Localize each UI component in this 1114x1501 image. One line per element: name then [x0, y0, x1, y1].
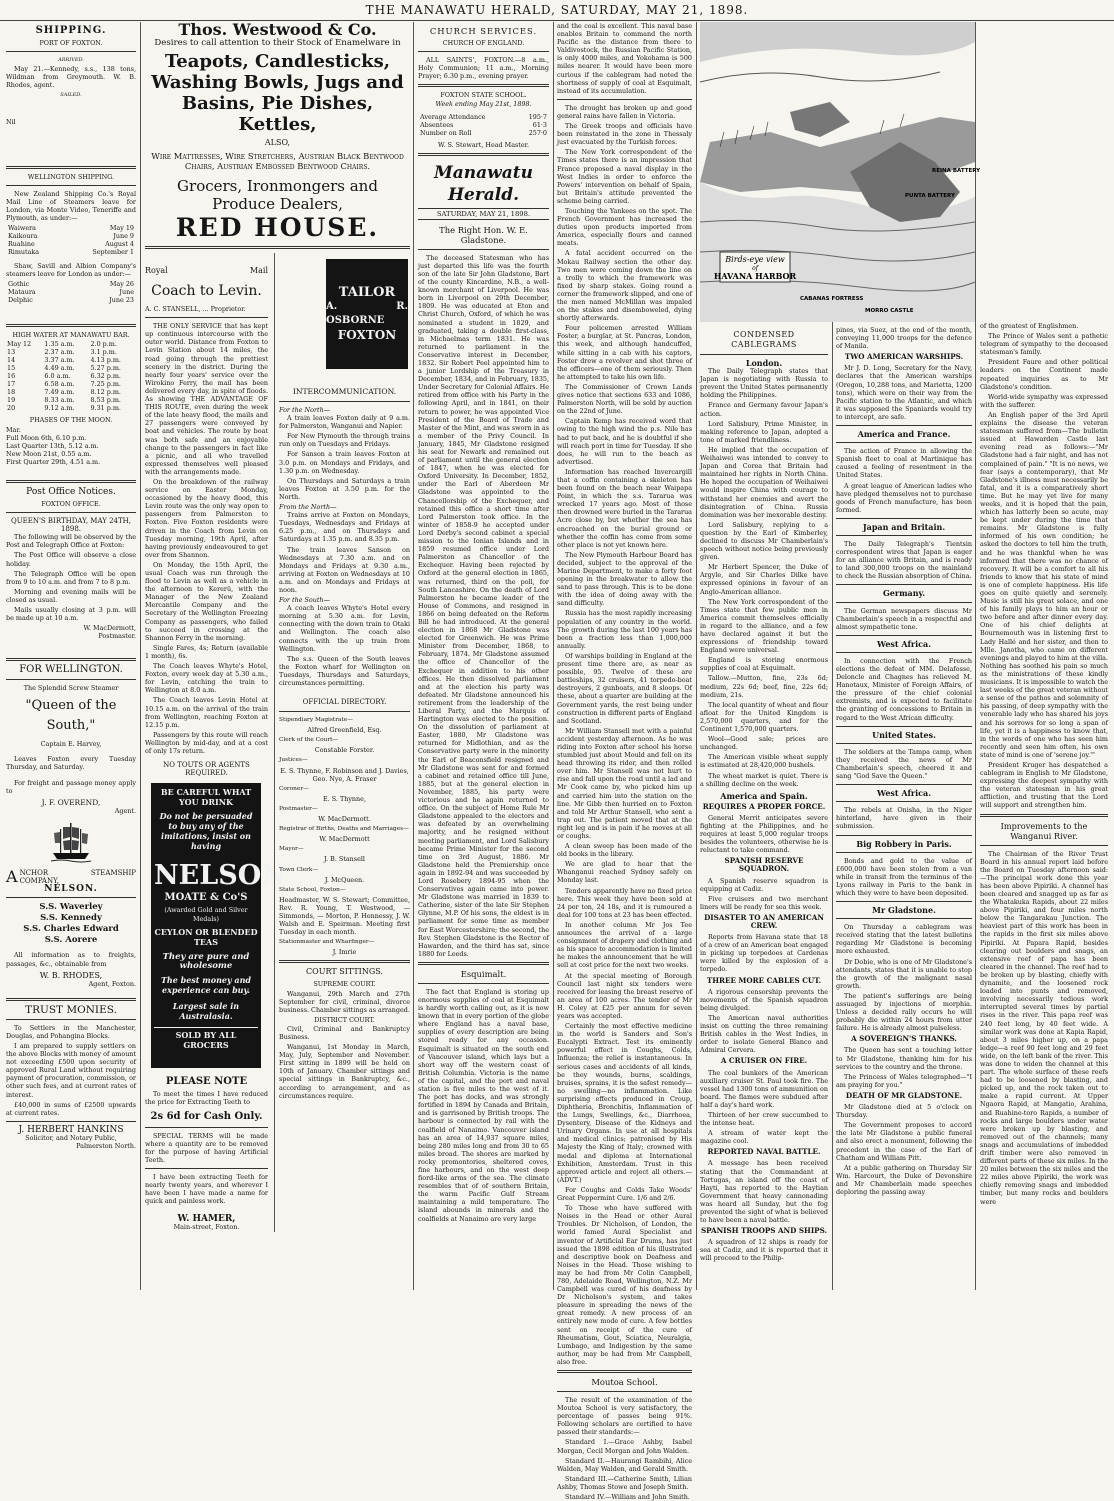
news-item: The New York correspondent of the Times states there is an impression that France proposed a naval display in the West Indies in order to enforce the Powers' intervention on behalf of Spain, but Britain's attitude prevented the scheme being carried. [557, 148, 692, 205]
cruiser-title: A CRUISER ON FIRE. [720, 1056, 808, 1066]
church-text: ALL SAINTS', FOXTON.—8 a.m., Holy Communion; 11 a.m., Morning Prayer; 6.30 p.m., evening prayer. [418, 56, 549, 81]
sailed-label: SAILED. [60, 92, 82, 99]
cable: A Spanish reserve squadron is equipping at Cadiz. [700, 876, 828, 893]
westwood-wire: Wire Mattresses, Wire Stretchers, Austrian Black Bentwood Chairs, Austrian Embossed Bentwood Chairs. [151, 151, 404, 171]
for-south: For the South— [279, 596, 330, 605]
cable: France and Germany favour Japan's action. [700, 401, 828, 418]
sailed-text: Nil [6, 117, 16, 126]
for-north: For the North— [279, 406, 331, 414]
west-africa-title: West Africa. [876, 638, 931, 649]
price: 2s 6d for Cash Only. [150, 1110, 263, 1122]
court-title: COURT SITTINGS. [306, 967, 383, 977]
news-item: The Greek troops and officials have been reinstated in the zone in Thessaly just evacuated by the Turkish forces. [557, 122, 692, 147]
news-item: Certainly the most effective medicine in the world is Sanders and Son's Eucalypti Extract. Test its eminently powerful effect in Coughs, Colds, Influenza; the relief is instantaneous. In serious cases and accidents of all kinds, be they wounds, burns, scaldings, bruises, sprains, it is the safest remedy—no swelling—no inflammation. Like surprising effects produced in Croup, Diphtheria, Bronchitis, Inflammation of the Lungs, Swellings, &c., Diarrhoea, Dysentery, Disease of the Kidneys and Urinary Organs. In use at all hospitals and medical clinics; patronised by His Majesty the King of Italy; crowned with medal and diploma at International Exhibition, Amsterdam. Trust in this approved article and reject all others.—(ADVT.) [557, 1022, 692, 1184]
moutoa-text: The result of the examination of the Moutoa School is very satisfactory, the percentage of passes being 91%. Following scholars are certified to have passed their standards:— [557, 1396, 692, 1437]
coach-title: Coach to Levin. [151, 283, 262, 300]
district-court: DISTRICT COURT. [314, 1015, 375, 1024]
gladstone-text: The deceased Statesman who has just departed this life was the fourth son of the late Sir John Gladstone, Bart of the county Kincardine, N.B., a well-known merchant of Liverpool. He was born in Liverpool on 29th December, 1809. He was educated at Eton and Christ Church, Oxford, of which he was nominated a student in 1829, and graduated, taking a double first-class, in Michaelmas term 1831. He was returned to parliament in the Conservative interest in December, 1832. Sir Robert Peel appointed him to a junior Lordship of the Treasury in December, 1834, and in February, 1835, Under Secretary for Colonial Affairs. He retired from office with his Party in the following April, and in 1841, on their return to power, he was appointed Vice President of the Board of Trade and Master of the Mint, and was sworn in as a member of the Privy Council. In January, 1845, Mr Gladstone resigned his seat for Newark and remained out of parliament until the general election of 1847, when he was elected for Oxford University. In December, 1852, under the Earl of Aberdeen Mr Gladstone was appointed to the Chancellorship of the Exchequer, and retained this office a short time after Lord Palmerston took office. In the winter of 1858-9 he accepted under Lord Derby's second cabinet a special mission to the Ionian Islands and in 1859 resumed office under Lord Palmerston as Chancellor of the Exchequer. Having been rejected by Oxford at the general election in 1865, was returned, third on the poll, for South Lancashire. On the death of Lord Palmerston he became leader of the House of Commons, and resigned in 1866 on being defeated on the Reform Bill he had introduced. At the general election in 1868 Mr Gladstone was elected for Greenwich. He was Prime Minister from December, 1868, to February, 1874. Mr Gladstone assumed the office of Chancellor of the Exchequer in addition to his other offices. He then dissolved parliament and at the election his party was defeated. Mr Gladstone announced his retirement from the leadership of the Liberal Party, and the Marquis of Hartington was elected to the position. On the dissolution of parliament at Easter, 1880, Mr Gladstone was returned for Midlothian, and as the Conservative party were in the minority the Earl of Beaconsfield resigned and Mr Gladstone was sent for and formed a cabinet and retained office till June, 1885, but at the general election in November, 1885, his party were victorious and he again returned to office. On the subject of Home Rule Mr Gladstone appealed to the electors and was defeated by an overwhelming majority, and he resigned without meeting parliament, and Lord Salisbury became Prime Minister for the second time on 3rd August, 1886. Mr Gladstone held the Premiership once again in 1892-94 and was succeeded by Lord Rosebery 1894-95 when the Conservatives again came into power. Mr Gladstone was married in 1839 to Catherine, sister of the late Sir Stephen Glynne, M.P. Of his sons, the eldest is in parliament for some time as member for East Worcestershire; the second, the Rev. Stephen Gladstone is the Rector of Hawarden, and the third has sat, since 1880 for Leeds. [418, 253, 549, 958]
moutoa-title: Moutoa School. [591, 1377, 658, 1387]
moon-line: Mar. [6, 425, 21, 434]
cable: On Thursday a cablegram was received stating that the latest bulletins regarding Mr Gladstone is becoming more exhausted. [836, 923, 972, 956]
red-house: RED HOUSE. [175, 213, 380, 242]
please-note: PLEASE NOTE [165, 1076, 248, 1088]
column-4 [557, 22, 692, 1501]
cable: Dr Dobie, who is one of Mr Gladstone's attendants, states that it is unable to stop the growth of the malignant nasal growth. [836, 957, 972, 990]
westwood-desires: Desires to call attention to their Stock of Enamelware in [154, 38, 401, 48]
queens-birthday: QUEEN'S BIRTHDAY, MAY 24TH, 1898. [10, 517, 131, 534]
map-title: HAVANA HARBOR [713, 271, 797, 281]
map-title: of [752, 265, 758, 272]
hankins: J. HERBERT HANKINS [18, 1124, 124, 1135]
news-item: Tenders apparently have no fixed price here. This week they have been sold at 24 per ton, 24 18s, and it is rumoured a deal for 100 tons at 23 has been effected. [557, 886, 692, 919]
map-title: Birds-eye view [725, 255, 785, 264]
note-text: To meet the times I have reduced the price for Extracting Teeth to [145, 1090, 268, 1107]
po-text: The following will be observed by the Post and Telegraph Office at Foxton: [6, 533, 136, 550]
cable: Mr J. D. Long, Secretary for the Navy, declares that the American warships (Oregon, 10,288 tons, and Marietta, 1200 tons), which were on their way from the Pacific station to the Atlantic, and which it was supposed the Spaniards would try to intercept, are safe. [836, 364, 972, 421]
map-label: CABANAS FORTRESS [800, 296, 864, 302]
school-title: FOXTON STATE SCHOOL. [440, 91, 527, 100]
cable: The German newspapers discuss Mr Chamberlain's speech in a respectful and almost sympathetic tone. [836, 606, 972, 631]
hamer: W. HAMER, [177, 1214, 236, 1225]
cable: Mr Gladstone died at 5 o'clock on Thursday. [836, 1103, 972, 1120]
improvements-title: Improvements to the Wanganui River. [1000, 820, 1088, 841]
ic-text: A coach leaves Whyte's Hotel every morning at 5.30 a.m. for Levin, connecting with the down train to Otaki and Wellington. The coach also connects with the up train from Wellington. [279, 604, 410, 653]
havana-harbor-map [700, 22, 981, 322]
cable: Tallow.—Mutton, fine, 23s 6d; medium, 22s 6d; beef, fine, 22s 6d; medium, 21s. [700, 674, 828, 699]
rhodes: W. B. RHODES, [39, 970, 103, 980]
cable: pines, via Suez, at the end of the month, conveying 11,000 troops for the defence of Manila. [836, 326, 972, 351]
ship-name: S.S. Kennedy [40, 913, 102, 924]
cable: The Daily Telegraph states that Japan is negotiating with Russia to prevent the United States permanently holding the Philippines. [700, 367, 828, 400]
po-text: Morning and evening mails will be closed as usual. [6, 587, 136, 604]
nelson-tea-ad: BE CAREFUL WHAT YOU DRINK Do not be persuaded to buy any of the imitations, insist on having NELSON MOATE & Co'S (Awarded Gold and Silver Medals) CEYLON OR BLENDED TEAS They are pure and wholesome The best money and experience can buy. Largest sale in Australasia. SOLD BY ALL GROCERS [151, 783, 261, 1068]
moon-title: PHASES OF THE MOON. [29, 416, 113, 425]
nzs-text: New Zealand Shipping Co.'s Royal Mail Line of Steamers leave for London, via Monte Video, Teneriffe and Plymouth, as under:— [6, 189, 136, 223]
postmaster-sign: Postmaster. [98, 632, 136, 641]
cable: In connection with the French elections the defeat of MM. Delafosse, Deloncle and Chagnes has relieved M. Hanotaux, Minister of Foreign Affairs, of the pressure of the chief colonial extremists, and is expected to facilitate the granting of concessions to Britain in regard to the West African difficulty. [836, 656, 972, 722]
news-item: Four policemen arrested William Foster, a burglar, at St. Pancras, London, this week, and although handcuffed, while sitting in a cab with his captors, Foster drew a revolver and shot three of the officers—one of them seriously. Then he attempted to take his own life. [557, 324, 692, 381]
ic-text: On Thursdays and Saturdays a train leaves Foxton at 3.50 p.m. for the North. [279, 476, 410, 501]
news-item: The drought has broken up and good general rains have fallen in Victoria. [557, 103, 692, 120]
tide-title: HIGH WATER AT MANAWATU BAR. [12, 331, 130, 340]
trust-text: To Settlers in the Manchester, Douglas, and Pohangina Blocks. [6, 1023, 136, 1040]
supreme-text: Wanganui, 29th March and 27th September for civil, criminal, divorce business. Chamber sittings as arranged. [279, 989, 410, 1014]
supreme-court: SUPREME COURT. [313, 980, 376, 989]
nzs-table: Waiwera May 19 Kaikoura June 9 Ruahine August 4 Rimutaka September 1 [8, 224, 134, 257]
church-sub: CHURCH OF ENGLAND. [442, 39, 525, 47]
anchor-nelson: NELSON. [44, 884, 98, 895]
cable: The local quantity of wheat and flour afloat for the United Kingdom is 2,570,000 quarters, and for the Continent 1,570,000 quarters. [700, 700, 828, 734]
requires-title: REQUIRES A PROPER FORCE. [702, 801, 826, 811]
coach-text: On Monday, the 15th April, the usual Coach was run through the flood to Levin as well as a vehicle in the afternoon to Kererü, with the Manager of the New Zealand Mercantile Company and the Secretary of the Wellington Freezing Company as passengers, who failed to succeed in crossing at the Shannon Ferry in the morning. [145, 560, 268, 642]
cable: President Kruger has despatched a cablegram in English to Mr Gladstone, expressing the deepest sympathy with the veteran statesman in his great affliction, and trusting that the Lord will support and strengthen him. [980, 760, 1108, 810]
intercom-title: INTERCOMMUNICATION. [292, 387, 397, 396]
ship-icon [51, 819, 91, 865]
ic-text: Trains arrive at Foxton on Mondays, Tuesdays, Wednesdays and Fridays at 6.25 p.m., and on Thursdays and Saturdays at 1.35 p.m. and 8.35 p.m. [279, 511, 410, 544]
news-item: In another column Mr Jos Tee announces the arrival of a large consignment of drapery and clothing and as his space to accommodation is limited he makes the announcement that he will sell at cost price for the next two weeks. [557, 920, 692, 970]
page-header: THE MANAWATU HERALD, SATURDAY, MAY 21, 1898. [0, 0, 1114, 21]
gladstone-title: The Right Hon. W. E. Gladstone. [439, 224, 528, 245]
cable: World-wide sympathy was expressed with the sufferer. [980, 392, 1108, 409]
tide-table: May 12 1.35 a.m. 2.0 p.m. 13 2.37 a.m. 3.1 p.m. 14 3.37 a.m. 4.13 p.m. 15 4.49 a.m. 5.27 p.m. 16 6.0 a.m. 6.32 p.m. 17 6.58 a.m. 7.25 p.m. 18 7.49 a.m. 8.12 p.m. 19 8.33 a.m. 8.53 p.m. 20 9.12 a.m. 9.31 p.m. [7, 340, 121, 413]
cable: The American visible wheat supply is estimated at 28,420,000 bushels. [700, 753, 828, 770]
moutoa-standard: Standard III.—Catherine Smith, Lilian Ashby, Thomas Stowe and Joseph Smith. [557, 1474, 692, 1491]
westwood-teapots: Teapots, Candlesticks, Washing Bowls, Jugs and Basins, Pie Dishes, Kettles, [151, 51, 404, 135]
westwood-title: Thos. Westwood & Co. [178, 20, 377, 39]
district-text: Civil, Criminal and Bankruptcy Business. [279, 1024, 410, 1041]
sovereign-title: A SOVEREIGN'S THANKS. [851, 1034, 957, 1044]
queen-of-the-south: "Queen of the South," [25, 698, 117, 734]
news-item: Russia has the most rapidly increasing population of any country in the world. The growth during the last 100 years has been a fraction less than 1,000,000 annually. [557, 609, 692, 650]
ship-name: S.S. Charles Edward [23, 924, 119, 935]
school-sign: W. S. Stewart, Head Master. [437, 140, 530, 149]
westwood-ad [145, 22, 410, 242]
coach-text: Passengers by this route will reach Wellington by mid-day, and at a cost of only 17s return. [145, 730, 268, 755]
trust-text: £40,000 in sums of £2500 upwards at current rates. [6, 1100, 136, 1117]
masthead: Manawatu Herald. [433, 162, 534, 205]
cable: Reports from Havana state that 18 of a crew of an American boat engaged in picking up torpedoes at Cardenas were killed by the explosion of a torpedo. [700, 933, 828, 974]
royal-mail: Royal Mail [145, 266, 268, 275]
japan-britain-title: Japan and Britain. [862, 521, 946, 532]
spanish-troops-title: SPANISH TROOPS AND SHIPS. [700, 1226, 828, 1236]
spanish-reserve-title: SPANISH RESERVE SQUADRON. [724, 856, 804, 874]
cable: The wheat market is quiet. There is a shilling decline on the week. [700, 771, 828, 788]
shaw-table: Gothic May 26 Mataura June Delphic June 23 [8, 280, 134, 305]
cable: A message has been received stating that the Commandant at Tortugas, an island off the coast of Hayti, has reported to the Haytian Government that heavy cannonading was heard all Sunday, but the fog prevented the sight of what is believed to have been a naval battle. [700, 1159, 828, 1225]
news-item: Mr William Stansell met with a painful accident yesterday afternoon. As he was riding into Foxton after school his horse stumbled just about Mould and fell on its head throwing its rider, and then rolled over him. Mr Stansell was not hurt to rise and fall upon the road until a lad and Mr Cook came by, who picked him up and carried him into the station on the line. Mr Gibb then hurried on to Foxton and told Mr Arthur Stansell, who sent a trap out. The patient moved that at the right leg and is in pain if he moves at all or coughs. [557, 726, 692, 840]
cable: Five cruisers and two merchant liners will be ready for sea this week. [700, 894, 828, 911]
america-spain-title: America and Spain. [720, 790, 808, 801]
westwood-also: ALSO, [264, 138, 291, 147]
cable: The coal bunkers of the American auxiliary cruiser St. Paul took fire. The vessel had 1300 tons of ammunition on board. The flames were subdued after half a day's hard work. [700, 1068, 828, 1109]
ic-text: A train leaves Foxton daily at 9 a.m. for Palmerston, Wanganui and Napier. [279, 414, 410, 431]
captain: Captain E. Harvey, [40, 740, 102, 749]
condensed-title: CONDENSED CABLEGRAMS [731, 330, 797, 349]
overend: J. F. OVEREND, [41, 797, 101, 807]
news-item: Information has reached Invercargill that a coffin containing a skeleton has been found on the beach near Waipapa Point, in which the s.s. Tararua was wrecked 17 years ago. Most of those then drowned were buried in the Tararua Acre close by, but whether the sea has encroached on the burial ground or whether the coffin has come from some other place is not yet known here. [557, 467, 692, 549]
cable: President Faure and other political leaders on the Continent made repeated inquiries as to Mr Gladstone's condition. [980, 358, 1108, 391]
cable: The patient's sufferings are being assuaged by injections of morphia. Unless a decided rally occurs he will probably die within 24 hours from utter failure. He is already almost pulseless. [836, 991, 972, 1033]
column-2 [145, 22, 410, 1290]
po-text: The Post Office will observe a close holiday. [6, 551, 136, 568]
news-item: Touching the Yankees on the spot. The French Government has increased the duties upon products imported from America, especially flours and canned meats. [557, 206, 692, 248]
shaw-text: Shaw, Savill and Albion Company's steamers leave for London as under:— [6, 262, 136, 279]
post-office-title: Post Office Notices. [26, 486, 116, 497]
cable: A great league of American ladies who have pledged themselves not to purchase goods of French manufacture, has been formed. [836, 481, 972, 514]
cable: England is storing enormous supplies of coal at Esquimalt. [700, 656, 828, 673]
news-item: The New Plymouth Harbour Board has decided, subject to the approval of the Marine Department, to make a forty foot opening in the breakwater to allow the sand to pass through. This is to be done with the idea of doing away with the sand difficulty. [557, 550, 692, 608]
arrived-text: May 21.—Kennedy, s.s., 138 tons, Wildman from Greymouth. W. B. Rhodes, agent. [6, 65, 136, 90]
cable: The Daily Telegraph's Tientsin correspondent wires that Japan is eager for an alliance with Britain, and is ready to land 300,000 troops on the mainland to check the Russian absorption of China. [836, 539, 972, 581]
cable: The Queen has sent a touching letter to Mr Gladstone, thanking him for his services to the country and the throne. [836, 1046, 972, 1071]
moutoa-standard: Standard I.—Grace Ashby, Isabel Morgan, Cecil Morgan and John Walden. [557, 1438, 692, 1455]
column-1 [6, 22, 136, 1290]
extract-text: I have been extracting Teeth for nearly twenty years, and wherever I have been I have made a name for quick and painless work. [145, 1173, 268, 1206]
cable: A squadron of 12 ships is ready for sea at Cadiz, and it is reported that it will proceed to the Philip- [700, 1238, 828, 1263]
gladstone-cable-title: Mr Gladstone. [872, 905, 936, 916]
stansell: A. C. STANSELL, ... Proprietor. [145, 305, 246, 314]
coach-text: The Coach leaves Levin Hotel at 10.15 a.m. on the arrival of the train from Wellington, reaching Foxton at 12.15 p.m. [145, 696, 268, 729]
leaves-text: Leaves Foxton every Tuesday Thursday, and Saturday. [6, 754, 136, 771]
official-title: OFFICIAL DIRECTORY. [302, 698, 387, 707]
hankins-place: Palmerston North. [76, 1142, 136, 1150]
postmaster-sign: W. MacDermott, [83, 624, 136, 633]
arrived-label: ARRIVED. [58, 57, 84, 64]
hamer-place: Main-street, Foxton. [173, 1223, 240, 1232]
news-item: Captain Kemp has received word that owing to the high wind the p.s. Nile has had to put back, and he is doubtful if she will reach port in time for Tuesday. If she does, he will run to the beach as advertised. [557, 417, 692, 466]
cable: The Prince of Wales sent a pathetic telegram of sympathy to the deceased statesman's family. [980, 332, 1108, 357]
po-text: Mails usually closing at 3 p.m. will be made up at 10 a.m. [6, 606, 136, 623]
esquimalt-title: Esquimalt. [460, 968, 507, 979]
wellington-shipping: WELLINGTON SHIPPING. [27, 172, 115, 181]
from-north: From the North— [279, 503, 337, 512]
official-directory: Stipendiary Magistrate— Alfred Greenfield, Esq. Clerk of the Court— Constable Forster. Justices— E. S. Thynne, F. Robinson and J. Davies, Geo. Nye, A. Fraser Coroner— E. S. Thynne, Postmaster— W. MacDermott. Registrar of Births, Deaths and Marriages— W. MacDermott Mayor— J. B. Stansell Town Clerk— J. McQueen. State School, Foxton— Headmaster, W. S. Stewart; Committee, Rev. R. Young, T. Westwood, — Simmonds, — Morton, P. Hennessy, J. W. Walsh and E. Speirman. Meeting first Tuesday in each month. Stationmaster and Wharfinger— J. Imrie [279, 717, 410, 957]
cable: He implied that the occupation of Weihaiwei was intended to convey to Japan and Corea that Britain had maintained her rights in North China. He hoped the occupation of Weihaiwei would inspire China with courage to withstand her enemies and avert the disintegration of China. Russia domination was her inexorable destiny. [700, 445, 828, 519]
coach-text: The Coach leaves Whyte's Hotel, Foxton, every week day at 5.30 a.m., for Levin, catching the train to Wellington at 8.0 a.m. [145, 662, 268, 695]
moon-line: First Quarter 29th, 4.51 a.m. [6, 457, 101, 466]
ship-name: S.S. Waverley [39, 902, 103, 913]
cable: Mr Herbert Spencer, the Duke of Argyle, and Sir Charles Dilke have expressed opinions in favour of an Anglo-American alliance. [700, 563, 828, 596]
news-item: The Commissioner of Crown Lands gives notice that sections 633 and 1086, Palmerston North, will be sold by auction on the 22nd of June. [557, 382, 692, 416]
map-label: REINA BATTERY [932, 168, 981, 174]
port-title: PORT OF FOXTON. [39, 39, 103, 47]
esquimalt-cont: and the coal is excellent. This naval base enables Britain to command the north Pacific as the distance from there to Valdivostock, the Russian Pacific Station, is only 4000 miles, and Yokohama is 500 miles nearer. It would have been more curious if the cablegram had noted the shortness of supply of coal at Esquimalt, instead of its accumulation. [557, 22, 692, 95]
column-7-text [980, 322, 1108, 1290]
coach-text: THE ONLY SERVICE that has kept up continuous intercourse with the outer world. Distance from Foxton to Levin Station about 14 miles, the road going through the prettiest scenery in the district. During the nearly four years' service over the Wirokino Ferry, the mail has been delivered every day, in spite of floods. As showing THE ADVANTAGE OF THIS ROUTE, even during the week of the late heavy flood, the mails and 27 passengers were conveyed by boat and vehicles. The route by boat was both safe and an enjoyable change to the passengers in fact like a picnic, and all who travelled expressed themselves well pleased with the arrangements made. [145, 322, 268, 476]
anchor-title: NCHOR STEAMSHIP COMPANY, [19, 869, 136, 886]
cable: General Merrit anticipates severe fighting at the Philippines, and he requires at least 5,000 regular troops besides the volunteers, otherwise he is reluctant to take command. [700, 813, 828, 855]
germany-title: Germany. [882, 588, 926, 599]
ic-text: For Sanson a train leaves Foxton at 3.0 p.m. on Mondays and Fridays, and 1.30 p.m. on Wednesday. [279, 450, 410, 475]
moon-line: Last Quarter 13th, 5.12 a.m. [6, 441, 99, 450]
cable: The American naval authorities insist on cutting the three remaining British cables in the West Indies, in order to isolate General Blanco and Admiral Cervera. [700, 1013, 828, 1055]
overend-agent: Agent. [114, 807, 136, 816]
hankins-sub: Solicitor, and Notary Public, [25, 1133, 117, 1142]
ic-text: The s.s. Queen of the South leaves the Foxton wharf for Wellington on Tuesdays, Thursdays and Saturdays, circumstances permitting. [279, 654, 410, 687]
cable: Bonds and gold to the value of £600,000 have been stolen from a van while in transit from the terminus of the Lyons railway in Paris to the bank in which they were to have been deposited. [836, 856, 972, 897]
westwood-grocers: Grocers, Ironmongers and Produce Dealers, [177, 177, 378, 213]
moon-line: New Moon 21st, 0.55 a.m. [6, 449, 92, 458]
ic-text: For New Plymouth the through trains run only on Tuesdays and Fridays. [279, 432, 410, 449]
cable: At a public gathering on Thursday Sir Wm. Harcourt, the Duke of Devonshire and Mr Chamberlain made speeches deploring the passing away [836, 1163, 972, 1196]
district-text: Wanganui, 1st Monday in March, May, July, September and November. First sitting in 1899 will be held on 10th of January. Chamber sittings and special sittings in Bankruptcy, &c., according to arrangement, and as circumstances require. [279, 1043, 410, 1100]
for-wellington: FOR WELLINGTON. [19, 664, 123, 676]
news-item: A clean sweep has been made of the old books in the library. [557, 842, 692, 859]
west-africa-title-2: West Africa. [876, 788, 931, 799]
news-item: A fatal accident occurred on the Mokau Railway section the other day. Two men were coming down the line on a trolly to which the framework was fixed by sharp stakes. Going round a corner the framework slipped, and one of the men named McMillan was impaled on the stakes and disemboweled, dying shortly afterwards. [557, 249, 692, 323]
cable: The soldiers at the Tampa camp, when they received the news of Mr Chamberlain's speech, cheered it and sang "God Save the Queen." [836, 747, 972, 781]
moutoa-standard: Standard II.—Haurangi Rambihi, Alice Walden, May Walden, and Gerald Smith. [557, 1456, 692, 1473]
column-2b [274, 253, 410, 1232]
special-text: SPECIAL TERMS will be made where a quantity are to be removed for the purpose of having Artificial Teeth. [145, 1131, 268, 1164]
column-5 [700, 22, 981, 1290]
cable: The action of France in allowing the Spanish fleet to coal at Martinique has caused a feeling of resentment in the United States. [836, 447, 972, 480]
cable: The Princess of Wales telegraphed—"I am praying for you." [836, 1072, 972, 1089]
news-item: For Coughs and Colds Take Woods' Great Peppermint Cure. 1/6 and 2/6. [557, 1185, 692, 1203]
school-table: Average Attendance 195·7 Absentees 61·3 Number on Roll 257·0 [420, 112, 547, 137]
disaster-title: DISASTER TO AN AMERICAN CREW. [704, 912, 824, 930]
coach-text: Single Fares, 4s; Return (available 1 month), 6s. [145, 643, 268, 660]
anchor-info: All information as to freights, passages, &c., obtainable from [6, 951, 136, 968]
news-item: To Those who have suffered with Noises in the Head or other Aural Troubles. Dr Nicholson, of London, the world famed Aural Specialist and inventor of Artificial Ear Drums, has just issued the 1898 edition of his illustrated and descriptive book on Deafness and Noises in the Head. Those wishing to may be had from Mr Colin Campbell, 780, Adelaide Road, Wellington, N.Z. Mr Campbell was cured of his deafness by Dr Nicholson's system, and takes pleasure in spreading the news of the great remedy. A new process of an entirely new mode of cure. A few bottles sent on receipt of the cure of Rheumatism, Gout, Sciatica, Neuralgia, Lumbago, and Indigestion by the same author, may be had from Mr Campbell, also free. [557, 1204, 692, 1366]
po-text: The Telegraph Office will be open from 9 to 10 a.m. and from 7 to 8 p.m. [6, 569, 136, 586]
freight-text: For freight and passage money apply to [6, 778, 136, 795]
post-office-sub: FOXTON OFFICE. [41, 499, 101, 508]
cable: A rigorous censorship prevents the movements of the Spanish squadron being divulged. [700, 987, 828, 1012]
anchor-company [6, 869, 136, 885]
robbery-title: Big Robbery in Paris. [856, 838, 952, 849]
cable: Lord Salisbury, Prime Minister, in making reference to Japan, adopted a tone of marked friendliness. [700, 419, 828, 444]
news-item: We are glad to hear that the Whanganui reached Sydney safely on Monday last. [557, 860, 692, 885]
cable: The New York correspondent of the Times state that few public men in America commit themselves officially in regard to the alliance, and a few have declared against it but the expressions of friendship toward England were universal. [700, 597, 828, 655]
trust-monies-title: TRUST MONIES. [25, 1003, 117, 1016]
map-label: MORRO CASTLE [865, 308, 914, 314]
esquimalt-text: The fact that England is storing up enormous supplies of coal at Esquimalt is hardly worth calling out, as it is now known that in every portion of the globe where England has a naval base, supplies of every description are being stored ready for any occasion. Esquimalt is situated on the south end of Vancouver island, which lays but a short way off the western coast of British Columbia. Victoria is the name of the capital, and the port and naval station is five miles to the west of it. The port has docks, and was strongly fortified in 1894 by Canada and Britain, and is garrisoned by British troops. The harbour is connected by rail with the coalfield of Nanaimo. Vancouver island has an area of 14,937 square miles, being 280 miles long and from 30 to 65 miles broad. The shores are marked by rocky promontories, sheltered coves, fine harbours, and on the west deep fiord-like arms of the sea. The climate resembles that of of southern Britain, the warm Pacific Gulf Stream maintaining a mild temperature. The island abounds in minerals and the coalfields at Nanaimo are very large [418, 987, 549, 1223]
gladstone-cont: of the greatest of Englishmen. [980, 322, 1079, 330]
cable: Lord Salisbury, replying to a question by the Earl of Kimberley, declined to discuss Mr Chamberlain's speech without notice being previously given. [700, 520, 828, 562]
map-label: PUNTA BATTERY [905, 193, 955, 199]
rhodes-agent: Agent, Foxton. [88, 979, 136, 988]
three-cables-title: THREE MORE CABLES CUT. [706, 975, 822, 985]
school-sub: Week ending May 21st, 1898. [435, 100, 532, 109]
two-warships-title: TWO AMERICAN WARSHIPS. [844, 352, 964, 362]
splendid-steamer: The Splendid Screw Steamer [23, 684, 119, 693]
reported-title: REPORTED NAVAL BATTLE. [707, 1147, 821, 1157]
cable: Thirteen of her crew succumbed to the intense heat. [700, 1110, 828, 1128]
america-france-title: America and France. [857, 429, 951, 440]
london-title: London. [745, 358, 783, 368]
news-item: Of warships building in England at the present time there are, as near as possible, 95. Twelve of these are battleships, 32 cruisers, 41 torpedo-boat destroyers, 2 gunboats, and 8 sloops. Of these, about a quarter are building at the Government yards, the rest being under construction in different parts of England and Scotland. [557, 651, 692, 725]
masthead-date: SATURDAY, MAY 21, 1898. [418, 208, 549, 220]
coach-text: On the breakdown of the railway service on Easter Monday, occasioned by the heavy flood, this Levin route was the only way open to passengers from Palmerston to Foxton. Five Foxton residents were driven in the Coach from Levin on Tuesday morning, 19th April, after having previously endeavoured to get over from Shannon. [145, 477, 268, 559]
cable: Wool—Good sale; prices are unchanged. [700, 735, 828, 752]
ship-name: S.S. Aorere [44, 935, 98, 946]
shipping-title: SHIPPING. [35, 25, 107, 36]
united-states-title: United States. [872, 729, 936, 740]
column-3 [418, 22, 549, 1290]
cable: The rebels at Onisha, in the Niger hinterland, have given in their submission. [836, 806, 972, 831]
improvements-text: The Chairman of the River Trust Board in his annual report laid before the Board on Tuesday afternoon said:—The principal work done this year has been above Pipiriki. A channel has been cleared and snagged up as far as the Whatakuka Rapids, about 22 miles above Pipiriki, and four miles north below the Tangarakau Junction. The heaviest part of this work has been in the rapids in the first six miles above Pipiriki. At Papara Rapid, besides clearing out boulders and snags, an extensive reef of papa has been cleared in the channel. The reef had to be broken up by blasting, chiefly with dynamite, and the loosened rock loaded into punts and removed, involving necessarily tedious work interrupted several times by partial rises in the river. This papa reef was 240 feet long, by 40 feet wide. A similar work was done at Kapia Rapid, about 3 miles higher up, on a papa ledge—a reef 90 feet long and 29 feet wide, on the left bank of the river. This was done to widen the channel at this part. The whole surface of these reefs had to be loosened by blasting, and picked up, and the rock taken out to make a rapid current. At Upper Ngaora Rapid, at Mangatio, Arahina, and Ruahine-toro Rapids, a number of rocks and large boulders under water were broken up by blasting, and removed out of the channels; many snags and accumulations of imbedded drift timber were also removed in different parts of these six miles. In the 20 miles between the six miles and the 22 miles above Pipiriki, the work was chiefly removing snags and imbedded timber, but many rocks and boulders were [980, 849, 1109, 1206]
moutoa-standard: Standard IV.—William and John Smith. [565, 1493, 690, 1501]
trust-text: I am prepared to supply settlers on the above Blocks with money of amount not exceeding £500 upon security of approved Rural Land without requiring payment of procuration, commission, or other such fees, and at current rates of interest. [6, 1041, 136, 1099]
cable: The Government proposes to accord the late Mr Gladstone a public funeral and also erect a monument, following the precedent in the case of the Earl of Chatham and William Pitt. [836, 1121, 972, 1162]
ic-text: The train leaves Sanson on Wednesdays at 7.30 a.m. and on Mondays and Fridays at 9.30 a.m., arriving at Foxton on Wednesdays at 10 a.m. and on Mondays and Fridays at noon. [279, 545, 410, 594]
anchor-dropcap: A [6, 867, 18, 887]
death-title: DEATH OF MR GLADSTONE. [845, 1090, 963, 1100]
column-6 [836, 326, 972, 1265]
cable: An English paper of the 3rd April explains the disease the veteran statesman suffered from—The bulletin issued at Hawarden Castle last evening read as follows:—"Mr Gladstone had a fair night, and has not complained of pain." "It is no news, we fear (says a contemporary), that Mr Gladstone's illness must necessarily be fatal, and it is a comparatively short time. But he may yet live for many weeks, and it is hoped that the pain, which has latterly been so acute, may be kept under during the time that remains. Mr Gladstone is fully informed of his own condition; he asked the doctors to tell him the truth, and he was thankful when he was informed that there was no chance of recovery. It will be a comfort to all his friends to know that his state of mind is one of complete happiness. His life goes on quite quietly and serenely. Music is still his great solace, and one of his family plays to him an hour or two before and after dinner every day. One of his chief delights at Bournemouth was in listening first to Lady Hallé and her sister, and then to Mlle. Janotha, who came on different evenings and played to him at the villa. Nothing has soothed his pain so much as the ministrations of these kindly musicians. It is impossible to watch the last weeks of the great veteran without a sense of the pathos and solemnity of his passing, of deep sympathy with the venerable lady who has shared his joys and his sorrows for so long a span of life, yet it is a happiness to know that, in the words of one who has seen him recently and seen him often, his own state of mind is one of 'serene joy.'" [980, 410, 1108, 759]
news-item: At the special meeting of Borough Council last night six tenders were received for leasing the breast reserve of an area of 100 acres. The tender of Mr H. Coley at £25 per annum for seven years was accepted. [557, 971, 692, 1020]
no-touts: NO TOUTS OR AGENTS REQUIRED. [163, 761, 250, 778]
church-title: CHURCH SERVICES. [429, 26, 538, 36]
cable: A stream of water kept the magazine cool. [700, 1129, 828, 1146]
tailor-ad: TAILOR A. R. OSBORNE FOXTON [326, 259, 408, 369]
moon-line: Full Moon 6th, 6.10 p.m. [6, 433, 87, 442]
